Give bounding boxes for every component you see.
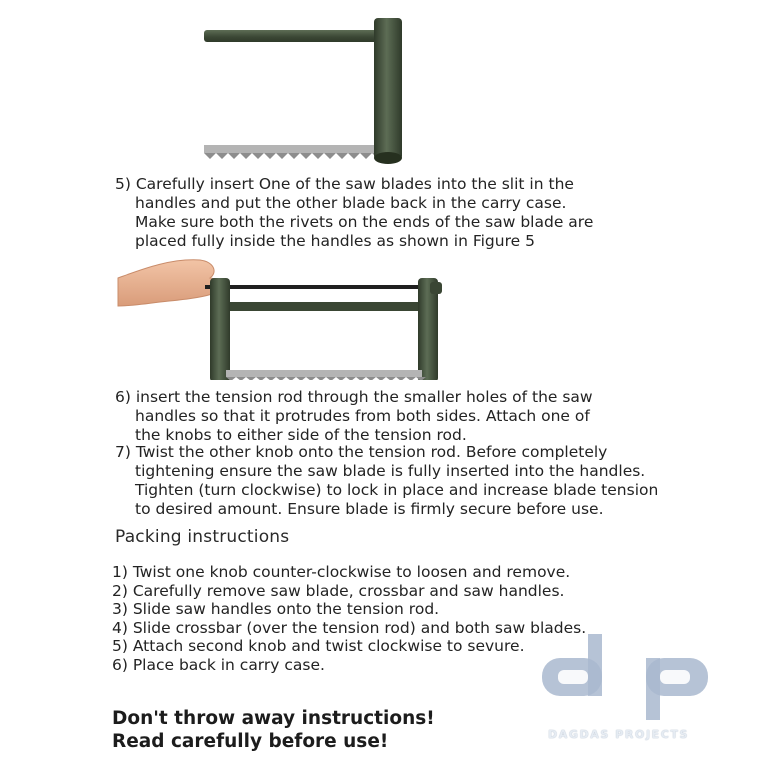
hand-image [118,260,224,306]
step-6-line: the knobs to either side of the tension rod. [135,426,467,444]
packing-item: 5) Attach second knob and twist clockwise to sevure. [112,637,525,656]
step-6-line: 6) insert the tension rod through the smaller holes of the saw [115,388,593,406]
step-7-line: to desired amount. Ensure blade is firmly secure before use. [135,500,604,518]
warning-notice [112,707,435,753]
step-5-line: handles and put the other blade back in the carry case. [135,194,567,212]
handle-end [374,152,402,164]
step-7-line: tightening ensure the saw blade is fully inserted into the handles. [135,462,646,480]
step-6 [115,388,593,445]
packing-item: 3) Slide saw handles onto the tension rod. [112,600,440,619]
packing-item: 6) Place back in carry case. [112,655,325,674]
saw-handle [374,18,402,160]
knob [430,282,442,294]
figure-5-saw-assembly [0,0,768,170]
step-5 [115,175,593,251]
packing-item: 2) Carefully remove saw blade, crossbar and saw handles. [112,581,565,600]
saw-blade [204,145,384,153]
packing-item: 1) Twist one knob counter-clockwise to loosen and remove. [112,563,571,581]
step-5-line: 5) Carefully insert One of the saw blades into the slit in the [115,175,574,193]
warning-line: Read carefully before use! [112,731,389,752]
packing-list [112,563,586,675]
step-5-line: placed fully inside the handles as shown in Figure 5 [135,232,535,250]
packing-heading: Packing instructions [115,527,290,547]
watermark-text: DAGDAS PROJECTS [548,728,690,741]
watermark-logo [536,630,736,730]
figure-6-tension-rod [0,250,768,380]
step-7 [115,443,658,519]
step-7-line: Tighten (turn clockwise) to lock in place and increase blade tension [135,481,659,499]
crossbar [204,30,380,42]
packing-item: 4) Slide crossbar (over the tension rod) and both saw blades. [112,618,587,637]
step-7-line: 7) Twist the other knob onto the tension rod. Before completely [115,443,608,461]
blade-teeth [204,153,384,159]
step-5-line: Make sure both the rivets on the ends of the saw blade are [135,213,594,231]
blade-teeth [226,377,426,380]
saw-blade [226,370,422,377]
step-6-line: handles so that it protrudes from both sides. Attach one of [135,407,590,425]
crossbar [224,302,426,311]
warning-line: Don't throw away instructions! [112,708,435,729]
saw-handle-left [210,278,230,380]
tension-rod [205,285,437,289]
